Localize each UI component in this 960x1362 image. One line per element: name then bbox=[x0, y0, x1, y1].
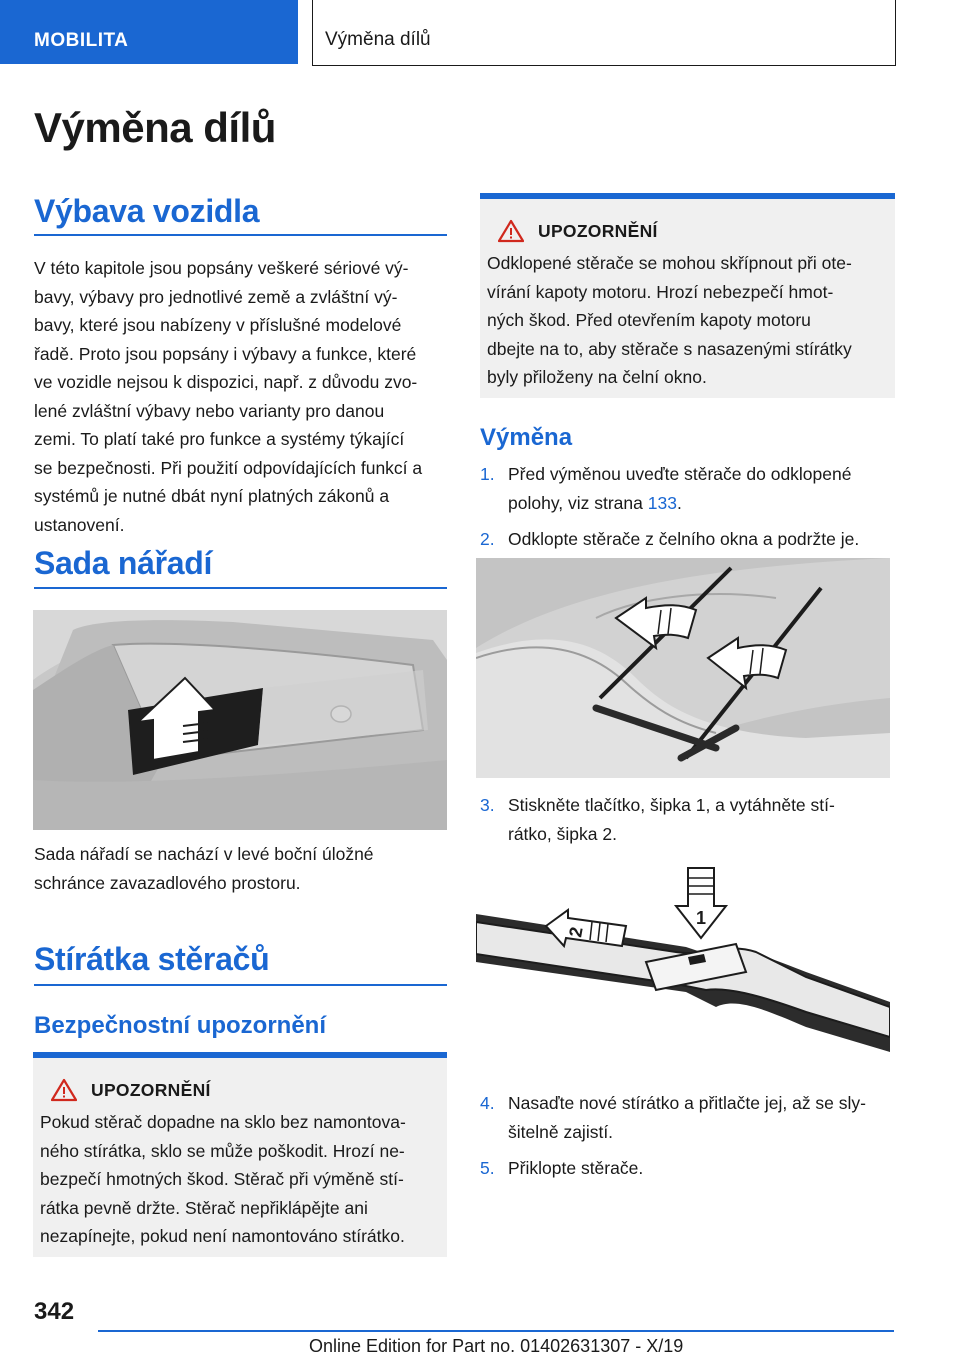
step-item bbox=[480, 525, 900, 554]
text-line: Stiskněte tlačítko, šipka 1, a vytáhněte stí‐ bbox=[508, 795, 835, 815]
text-line: vírání kapoty motoru. Hrozí nebezpečí hmot‐ bbox=[487, 281, 834, 302]
warning-box bbox=[480, 193, 895, 398]
step-item bbox=[480, 460, 900, 517]
text-line: řadě. Proto jsou popsány i výbavy a funkce, které bbox=[34, 343, 417, 364]
subheading-safety: Bezpečnostní upozornění bbox=[34, 1012, 327, 1039]
text-line: Odklopené stěrače se mohou skřípnout při ote‐ bbox=[487, 253, 852, 273]
paragraph-vybava bbox=[34, 254, 454, 539]
page-number: 342 bbox=[34, 1298, 75, 1325]
step-number: 5. bbox=[480, 1158, 495, 1178]
step-item bbox=[480, 1089, 900, 1146]
page-title: Výměna dílů bbox=[34, 104, 276, 151]
page-link[interactable]: 133 bbox=[647, 492, 677, 513]
text-line: Pokud stěrač dopadne na sklo bez namontova‐ bbox=[40, 1112, 406, 1132]
text-line: rátko, šipka 2. bbox=[508, 823, 617, 844]
wiper-release-figure bbox=[476, 862, 890, 1082]
warning-box bbox=[33, 1052, 447, 1257]
text-line: Sada nářadí se nachází v levé boční úložné bbox=[34, 844, 374, 864]
heading-rule bbox=[34, 587, 447, 589]
text-line: schránce zavazadlového prostoru. bbox=[34, 872, 301, 893]
heading-vybava: Výbava vozidla bbox=[34, 193, 260, 229]
heading-rule bbox=[34, 984, 447, 986]
warning-title: UPOZORNĚNÍ bbox=[538, 220, 658, 241]
text-line: byly přiloženy na čelní okno. bbox=[487, 367, 707, 387]
text-line: lené zvláštní výbavy nebo varianty pro danou bbox=[34, 400, 385, 421]
tool-kit-figure bbox=[33, 610, 447, 830]
footer-rule bbox=[98, 1330, 894, 1332]
text-line: rátka pevně držte. Stěrač nepřiklápějte ani bbox=[40, 1197, 368, 1218]
section-tab: MOBILITA bbox=[0, 0, 298, 64]
text-line: bavy, které jsou nabízeny v příslušné modelové bbox=[34, 315, 402, 335]
text-line: bavy, výbavy pro jednotlivé země a zvláštní vý‐ bbox=[34, 286, 398, 307]
steps-list-a bbox=[480, 460, 900, 554]
text-line: polohy, viz strana bbox=[508, 492, 648, 513]
text-line: nezapínejte, pokud není namontováno stírátko. bbox=[40, 1226, 405, 1246]
text-line: zemi. To platí také pro funkce a systémy týkající bbox=[34, 429, 405, 449]
step-number: 1. bbox=[480, 464, 495, 484]
heading-stiratka: Stírátka stěračů bbox=[34, 941, 270, 977]
heading-vymena: Výměna bbox=[480, 424, 573, 451]
step-number: 3. bbox=[480, 795, 495, 815]
text-line: systémů je nutné dbát nyní platných zákonů a bbox=[34, 486, 390, 506]
tool-kit-caption bbox=[34, 840, 454, 897]
warning-triangle-icon bbox=[498, 219, 524, 243]
text-line: dbejte na to, aby stěrače s nasazenými stírátky bbox=[487, 338, 852, 359]
chapter-header: Výměna dílů bbox=[312, 0, 896, 66]
text-line: Přiklopte stěrače. bbox=[508, 1158, 644, 1178]
arrow-1-label: 1 bbox=[696, 908, 707, 928]
text-line: V této kapitole jsou popsány veškeré sériové vý‐ bbox=[34, 258, 409, 278]
edition-footer: Online Edition for Part no. 01402631307 - X/19 bbox=[309, 1336, 684, 1356]
step-number: 2. bbox=[480, 529, 495, 549]
heading-sada: Sada nářadí bbox=[34, 545, 213, 581]
warning-triangle-icon bbox=[51, 1078, 77, 1102]
text-line: Nasaďte nové stírátko a přitlačte jej, až se sly‐ bbox=[508, 1093, 866, 1113]
text-line: šitelně zajistí. bbox=[508, 1121, 614, 1142]
arrow-2-label: 2 bbox=[565, 925, 587, 939]
warning-title: UPOZORNĚNÍ bbox=[91, 1079, 211, 1100]
steps-list-c bbox=[480, 1089, 900, 1183]
text-line: ných škod. Před otevřením kapoty motoru bbox=[487, 310, 811, 330]
step-item bbox=[480, 1154, 900, 1183]
step-number: 4. bbox=[480, 1093, 495, 1113]
text-line: ve vozidle nejsou k dispozici, např. z důvodu zvo‐ bbox=[34, 372, 418, 392]
text-line: bezpečí hmotných škod. Stěrač při výměně stí‐ bbox=[40, 1169, 404, 1189]
text-line: ného stírátka, sklo se může poškodit. Hrozí ne‐ bbox=[40, 1140, 405, 1161]
heading-rule bbox=[34, 234, 447, 236]
steps-list-b bbox=[480, 791, 900, 848]
text-line: Před výměnou uveďte stěrače do odklopené bbox=[508, 464, 852, 484]
wiper-fold-figure bbox=[476, 558, 890, 778]
step-item bbox=[480, 791, 900, 848]
text-line: se bezpečnosti. Při použití odpovídajících funkcí a bbox=[34, 457, 423, 478]
text-suffix: . bbox=[676, 492, 682, 513]
text-line: ustanovení. bbox=[34, 514, 125, 535]
text-line: Odklopte stěrače z čelního okna a podržte je. bbox=[508, 529, 860, 549]
